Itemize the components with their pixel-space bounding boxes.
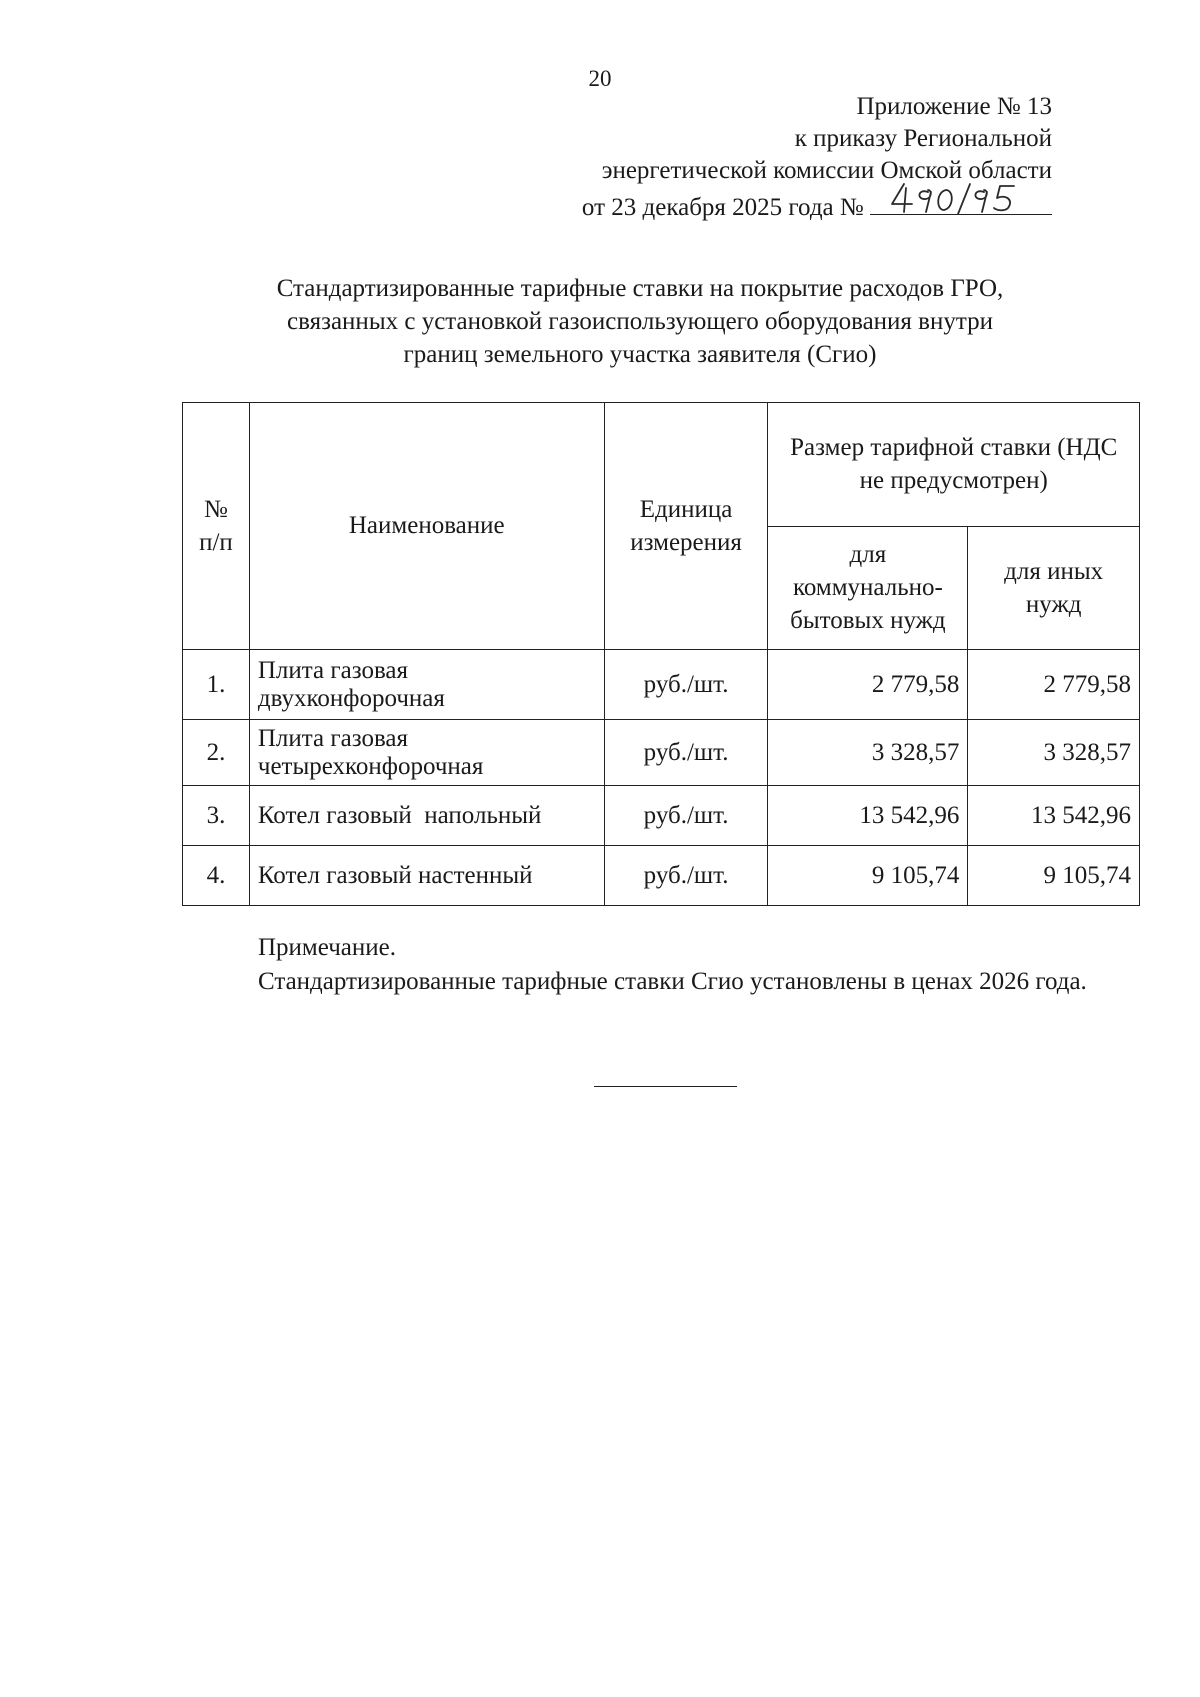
order-number-field [870, 188, 1052, 215]
row-name: Котел газовый напольный [249, 786, 604, 846]
table-row [183, 720, 1140, 786]
note-label: Примечание. [258, 934, 397, 961]
row-num: 3. [183, 786, 250, 846]
row-household-rate: 3 328,57 [768, 720, 968, 786]
table-row [183, 846, 1140, 906]
page-number: 20 [588, 66, 612, 91]
header-unit: Единица измерения [604, 403, 768, 650]
header-rate-household: для коммунально-бытовых нужд [768, 526, 968, 650]
tariff-table [182, 402, 1140, 906]
row-other-rate: 2 779,58 [968, 650, 1140, 720]
row-name: Плита газовая четырехконфорочная [249, 720, 604, 786]
row-num: 2. [183, 720, 250, 786]
appendix-order-ref: к приказу Региональной [794, 125, 1052, 152]
row-unit: руб./шт. [604, 786, 768, 846]
row-num: 1. [183, 650, 250, 720]
row-other-rate: 3 328,57 [968, 720, 1140, 786]
row-name: Плита газовая двухконфорочная [249, 650, 604, 720]
row-name: Котел газовый настенный [249, 846, 604, 906]
row-unit: руб./шт. [604, 846, 768, 906]
row-unit: руб./шт. [604, 720, 768, 786]
handwritten-order-number [888, 178, 1038, 220]
row-num: 4. [183, 846, 250, 906]
title-line-1: Стандартизированные тарифные ставки на покрытие расходов ГРО, [276, 275, 1004, 302]
header-name: Наименование [249, 403, 604, 650]
row-other-rate: 13 542,96 [968, 786, 1140, 846]
header-num: № п/п [183, 403, 250, 650]
table-row [183, 786, 1140, 846]
row-other-rate: 9 105,74 [968, 846, 1140, 906]
row-household-rate: 13 542,96 [768, 786, 968, 846]
note-text: Стандартизированные тарифные ставки Сгио установлены в ценах 2026 года. [258, 968, 1087, 995]
row-unit: руб./шт. [604, 650, 768, 720]
appendix-title: Приложение № 13 [856, 93, 1052, 120]
appendix-commission: энергетической комиссии Омской области [601, 157, 1052, 184]
header-rate-other: для иных нужд [968, 526, 1140, 650]
appendix-date-text: от 23 декабря 2025 года № [581, 194, 864, 221]
end-divider [594, 1086, 737, 1087]
appendix-date-line [582, 188, 1052, 222]
header-rate-group: Размер тарифной ставки (НДС не предусмотрен) [768, 403, 1140, 527]
row-household-rate: 2 779,58 [768, 650, 968, 720]
document-title [200, 272, 1080, 371]
table-row [183, 650, 1140, 720]
table-header-row [183, 403, 1140, 527]
row-household-rate: 9 105,74 [768, 846, 968, 906]
title-line-3: границ земельного участка заявителя (Сгио) [403, 341, 877, 368]
title-line-2: связанных с установкой газоиспользующего оборудования внутри [287, 308, 993, 335]
